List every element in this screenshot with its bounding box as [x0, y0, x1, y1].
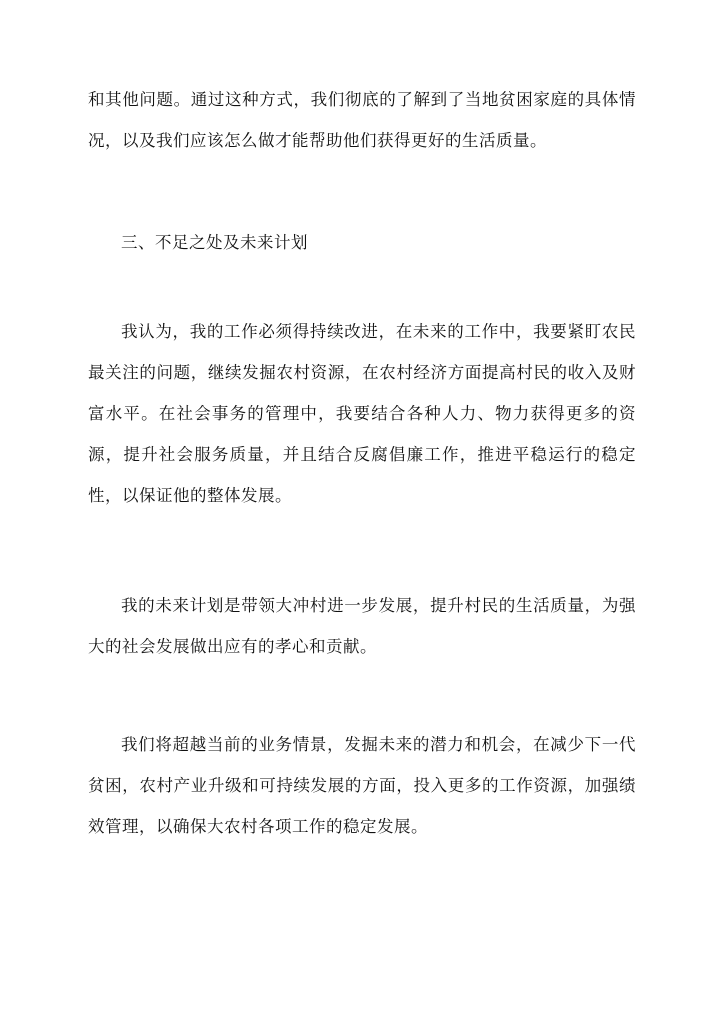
paragraph-development-goals: 我们将超越当前的业务情景，发掘未来的潜力和机会，在减少下一代贫困，农村产业升级和可持续发展的方面，投入更多的工作资源，加强绩效管理，以确保大农村各项工作的稳定发展。 [88, 735, 636, 836]
paragraph-work-improvement: 我认为，我的工作必须得持续改进，在未来的工作中，我要紧盯农民最关注的问题，继续发掘农村资源，在农村经济方面提高村民的收入及财富水平。在社会事务的管理中，我要结合各种人力、物力获得更多的资源，提升社会服务质量，并且结合反腐倡廉工作，推进平稳运行的稳定性，以保证他的整体发展。 [88, 322, 636, 505]
paragraph-continuation: 和其他问题。通过这种方式，我们彻底的了解到了当地贫困家庭的具体情况，以及我们应该怎么做才能帮助他们获得更好的生活质量。 [88, 90, 636, 150]
section-heading: 三、不足之处及未来计划 [121, 233, 308, 252]
paragraph-future-plan: 我的未来计划是带领大冲村进一步发展，提升村民的生活质量，为强大的社会发展做出应有的孝心和贡献。 [88, 596, 636, 656]
